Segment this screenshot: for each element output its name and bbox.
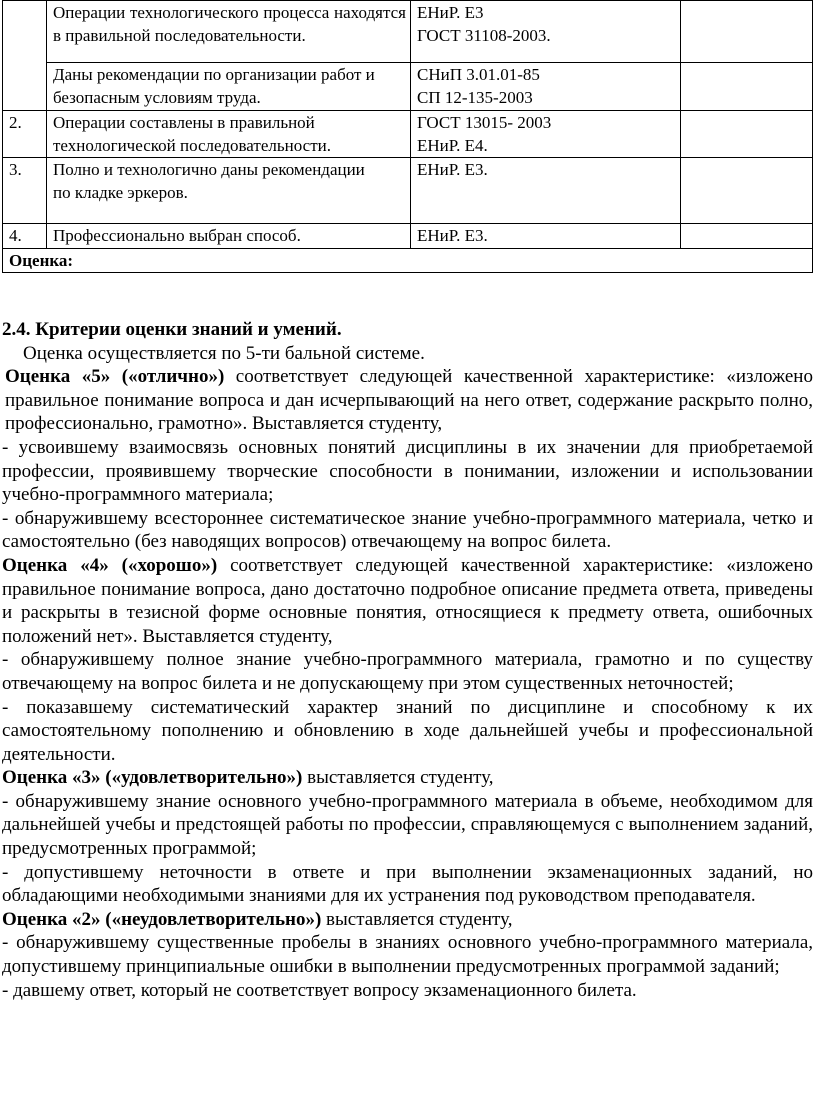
grade5-item: - обнаружившему всестороннее систематическое знание учебно-программного материала, четко и самостоятельно (без наводящих вопросов) отвечающему на вопрос билета. <box>2 507 813 553</box>
row-number <box>3 1 47 111</box>
grade5-text: соответствует следующей качественной характеристике: «изложено правильное понимание вопроса и дан исчерпывающий на него ответ, содержание раскрыто полно, профессионально, грамотно». Выставляется студенту, <box>5 366 813 435</box>
section-heading: 2.4. Критерии оценки знаний и умений. <box>2 319 342 340</box>
grade2-text: выставляется студенту, <box>321 908 513 930</box>
criteria-section <box>2 318 813 1002</box>
grade4-label: Оценка «4» («хорошо») <box>2 554 218 576</box>
total-label: Оценка: <box>3 249 813 273</box>
grade2-item: - обнаружившему существенные пробелы в знаниях основного учебно-программного материала, допустившему принципиальные ошибки в выполнении предусмотренных программой заданий; <box>2 932 813 978</box>
table-total-row <box>3 249 813 273</box>
score-cell <box>681 1 813 63</box>
reference-cell: ГОСТ 13015- 2003 ЕНиР. Е4. <box>411 111 681 158</box>
grade2-label: Оценка «2» («неудовлетворительно») <box>2 908 322 930</box>
grade3-paragraph <box>2 766 813 790</box>
table-row <box>3 1 813 63</box>
section-intro: Оценка осуществляется по 5-ти бальной системе. <box>23 342 425 364</box>
table-row <box>3 111 813 158</box>
grade3-label: Оценка «3» («удовлетворительно») <box>2 767 303 789</box>
reference-cell: СНиП 3.01.01-85 СП 12-135-2003 <box>411 63 681 111</box>
row-number: 4. <box>3 224 47 249</box>
score-cell <box>681 111 813 158</box>
grade5-item: - усвоившему взаимосвязь основных понятий дисциплины в их значении для приобретаемой профессии, проявившему творческие способности в понимании, изложении и использовании учебно-программного материала; <box>2 436 813 506</box>
criterion-cell: Профессионально выбран способ. <box>47 224 411 249</box>
grade2-paragraph <box>2 908 813 932</box>
reference-cell: ЕНиР. Е3 ГОСТ 31108-2003. <box>411 1 681 63</box>
criterion-text: Операции технологического процесса находятся в правильной последовательности. <box>53 3 406 45</box>
criterion-cell <box>47 158 411 224</box>
score-cell <box>681 63 813 111</box>
criterion-cell: Даны рекомендации по организации работ и безопасным условиям труда. <box>47 63 411 111</box>
score-cell <box>681 224 813 249</box>
score-cell <box>681 158 813 224</box>
grade4-text: соответствует следующей качественной характеристике: «изложено правильное понимание вопроса, дано достаточно подробное описание предмета ответа, приведены и раскрыты в тезисной форме основные понятия, относящиеся к предмету ответа, ошибочных положений нет». Выставляется студенту, <box>2 554 813 647</box>
grade5-label: Оценка «5» («отлично») <box>5 366 225 388</box>
row-number: 3. <box>3 158 47 224</box>
criteria-table <box>2 0 813 273</box>
grade4-item: - обнаружившему полное знание учебно-программного материала, грамотно и по существу отвечающему на вопрос билета и не допускающему при этом существенных неточностей; <box>2 649 813 694</box>
grade4-paragraph <box>2 554 813 648</box>
reference-cell: ЕНиР. Е3. <box>411 224 681 249</box>
table-row <box>3 224 813 249</box>
row-number: 2. <box>3 111 47 158</box>
grade3-text: выставляется студенту, <box>302 767 494 789</box>
grade4-item: - показавшему систематический характер знаний по дисциплине и способному к их самостоятельному пополнению и обновлению в ходе дальнейшей учебы и профессиональной деятельности. <box>2 696 813 765</box>
grade5-paragraph <box>2 365 813 436</box>
criterion-cell: Операции составлены в правильной технологической последовательности. <box>47 111 411 158</box>
grade3-item: - обнаружившему знание основного учебно-программного материала в объеме, необходимом для дальнейшей учебы и предстоящей работы по профессии, справляющемуся с выполнением заданий, предусмотренных программой; <box>2 790 813 860</box>
criterion-cell <box>47 1 411 63</box>
table-row <box>3 63 813 111</box>
criterion-text: Полно и технологично даны рекомендации по кладке эркеров. <box>53 160 365 202</box>
grade2-item: - давшему ответ, который не соответствует вопросу экзаменационного билета. <box>2 979 637 1001</box>
grade3-item: - допустившему неточности в ответе и при выполнении экзаменационных заданий, но обладающими необходимыми знаниями для их устранения под руководством преподавателя. <box>2 861 813 907</box>
table-row <box>3 158 813 224</box>
reference-cell: ЕНиР. Е3. <box>411 158 681 224</box>
